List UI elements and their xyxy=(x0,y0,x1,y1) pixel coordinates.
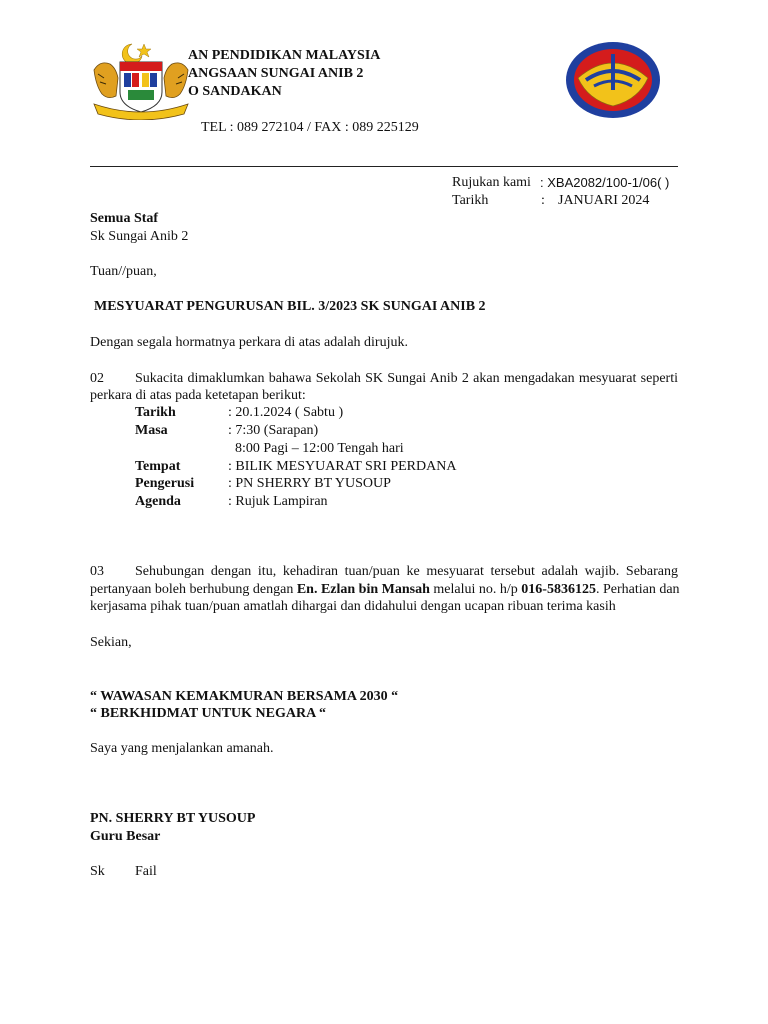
para3-text: . Perhatian dan xyxy=(595,582,680,597)
para2-line1: Sukacita dimaklumkan bahawa Sekolah SK Sungai Anib 2 akan mengadakan mesyuarat seperti xyxy=(135,371,678,386)
para3-line1: Sehubungan dengan itu, kehadiran tuan/puan ke mesyuarat tersebut adalah wajib. Sebarang xyxy=(135,564,678,579)
cc-label: Sk xyxy=(90,864,105,879)
contact-phone: 016-5836125 xyxy=(521,582,596,597)
detail-value: : BILIK MESYUARAT SRI PERDANA xyxy=(228,459,457,474)
detail-value: : PN SHERRY BT YUSOUP xyxy=(228,476,391,491)
recipient-line1: Semua Staf xyxy=(90,211,159,226)
date-value: JANUARI 2024 xyxy=(558,193,650,208)
detail-value: 8:00 Pagi – 12:00 Tengah hari xyxy=(228,441,404,456)
subject-heading: MESYUARAT PENGURUSAN BIL. 3/2023 SK SUNGAI ANIB 2 xyxy=(94,299,486,314)
reference-label: Rujukan kami xyxy=(452,175,531,190)
cc-value: Fail xyxy=(135,864,157,879)
contact-person: En. Ezlan bin Mansah xyxy=(296,582,430,597)
detail-label: Pengerusi xyxy=(135,476,195,491)
closing: Sekian, xyxy=(90,635,132,650)
para3-text: melalui no. h/p xyxy=(429,582,522,597)
detail-label: Tempat xyxy=(135,459,181,474)
letterhead-ministry: AN PENDIDIKAN MALAYSIA xyxy=(188,48,381,63)
para2-number: 02 xyxy=(90,371,104,386)
reference-number: : XBA2082/100-1/06( ) xyxy=(540,175,670,190)
letterhead-school: ANGSAAN SUNGAI ANIB 2 xyxy=(188,66,364,81)
school-emblem-logo xyxy=(564,40,662,120)
intro-paragraph: Dengan segala hormatnya perkara di atas adalah dirujuk. xyxy=(90,335,408,350)
motto-1: “ WAWASAN KEMAKMURAN BERSAMA 2030 “ xyxy=(90,689,399,704)
recipient-line2: Sk Sungai Anib 2 xyxy=(90,229,189,244)
para3-number: 03 xyxy=(90,564,104,579)
detail-label: Masa xyxy=(135,423,168,438)
para3-text: pertanyaan boleh berhubung dengan xyxy=(90,582,297,597)
detail-value: : Rujuk Lampiran xyxy=(228,494,328,509)
detail-value: : 7:30 (Sarapan) xyxy=(228,423,319,438)
letterhead-district: O SANDAKAN xyxy=(188,84,282,99)
signatory-title: Guru Besar xyxy=(90,829,161,844)
detail-value: : 20.1.2024 ( Sabtu ) xyxy=(228,405,344,420)
salutation: Tuan//puan, xyxy=(90,264,157,279)
para3-line2 xyxy=(90,581,678,599)
date-colon: : xyxy=(541,193,545,208)
letterhead-contact: TEL : 089 272104 / FAX : 089 225129 xyxy=(201,120,419,135)
para2-line2: perkara di atas pada ketetapan berikut: xyxy=(90,388,306,403)
motto-2: “ BERKHIDMAT UNTUK NEGARA “ xyxy=(90,706,326,721)
date-label: Tarikh xyxy=(452,193,489,208)
header-divider xyxy=(90,166,678,167)
coat-of-arms-logo xyxy=(86,40,196,120)
para3-line3: kerjasama pihak tuan/puan amatlah dihargai dan didahului dengan ucapan ribuan terima kasih xyxy=(90,599,616,614)
detail-label: Agenda xyxy=(135,494,181,509)
trust-statement: Saya yang menjalankan amanah. xyxy=(90,741,274,756)
detail-label: Tarikh xyxy=(135,405,176,420)
signatory-name: PN. SHERRY BT YUSOUP xyxy=(90,811,256,826)
